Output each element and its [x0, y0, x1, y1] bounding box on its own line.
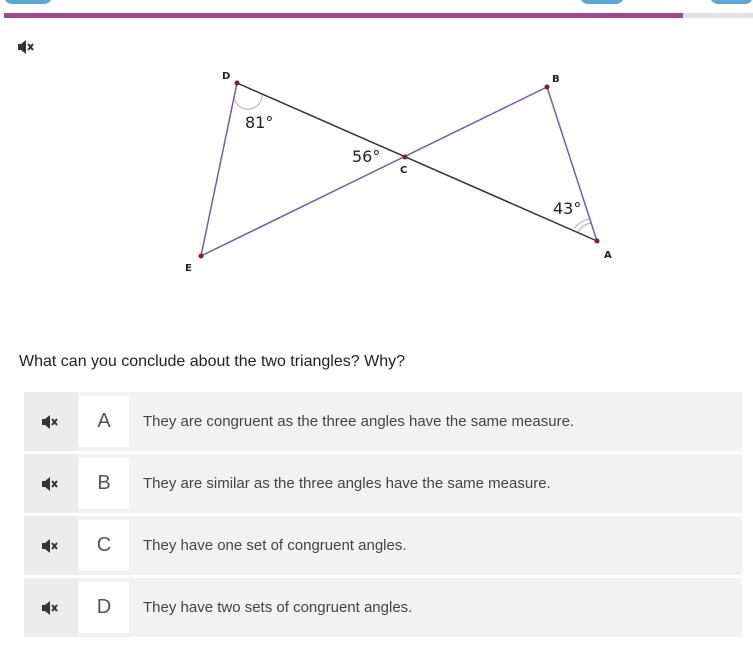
label-e: E: [185, 263, 192, 274]
option-text: They have two sets of congruent angles.: [143, 599, 413, 616]
speaker-mute-icon[interactable]: [24, 578, 78, 637]
vertex-points: [199, 81, 600, 259]
option-letter: C: [79, 520, 129, 571]
answer-option-d[interactable]: [24, 578, 742, 637]
progress-bar: [4, 13, 753, 18]
top-right-button-2[interactable]: [710, 0, 753, 4]
speaker-mute-icon[interactable]: [24, 392, 78, 451]
angle-label-c: 56°: [352, 147, 381, 166]
option-letter: A: [79, 396, 129, 447]
progress-fill: [4, 13, 683, 18]
speaker-mute-icon[interactable]: [17, 39, 37, 55]
speaker-mute-icon[interactable]: [24, 516, 78, 575]
label-b: B: [552, 74, 560, 85]
question-text: What can you conclude about the two triangles? Why?: [19, 353, 405, 370]
angle-label-d: 81°: [245, 113, 274, 132]
angle-label-a: 43°: [553, 199, 582, 218]
label-a: A: [604, 250, 612, 261]
label-d: D: [222, 71, 231, 82]
top-right-button-1[interactable]: [580, 0, 624, 4]
option-letter: D: [79, 582, 129, 633]
answer-option-b[interactable]: [24, 454, 742, 513]
answer-option-a[interactable]: [24, 392, 742, 451]
top-left-button[interactable]: [4, 0, 52, 4]
speaker-mute-icon[interactable]: [24, 454, 78, 513]
option-text: They have one set of congruent angles.: [143, 537, 407, 554]
angle-arc-d: [234, 93, 262, 109]
segment-da: [237, 83, 597, 241]
option-letter: B: [79, 458, 129, 509]
label-c: C: [400, 165, 408, 176]
option-text: They are similar as the three angles have the same measure.: [143, 475, 551, 492]
segment-de: [201, 83, 237, 256]
answer-option-c[interactable]: [24, 516, 742, 575]
option-text: They are congruent as the three angles have the same measure.: [143, 413, 575, 430]
triangles-figure: [0, 60, 753, 290]
angle-arc-a2: [578, 223, 591, 232]
